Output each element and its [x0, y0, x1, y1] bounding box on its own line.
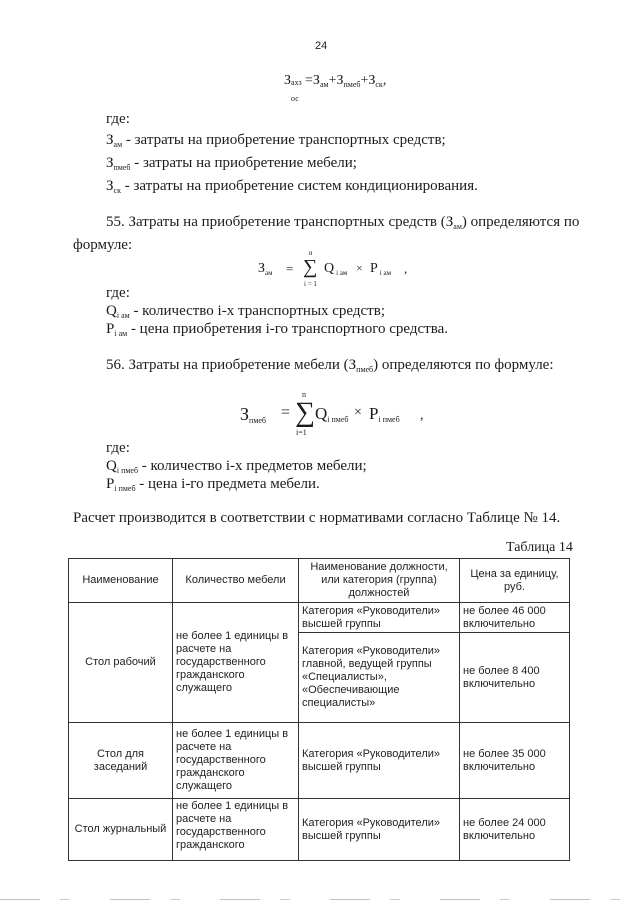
where-label-1: где: — [106, 111, 130, 127]
table-row — [69, 799, 570, 861]
where-label-3: где: — [106, 440, 130, 456]
table-caption: Таблица 14 — [506, 540, 573, 555]
row-price: не более 35 000 включительно — [460, 723, 570, 799]
formula-transport: $З_{ам}$ = n ∑ i = 1 Q $_{i ам}$ × P $_{i ам}$ , — [258, 249, 408, 288]
furniture-norms-table — [68, 558, 570, 861]
row-price: не более 8 400 включительно — [460, 633, 570, 723]
definition-q-pmeb: $Q_{i пмеб}$ - количество i-х предметов мебели; — [106, 458, 367, 475]
row-name: Стол рабочий — [69, 603, 173, 723]
table-header-row — [69, 559, 570, 603]
header-price: Цена за единицу, руб. — [460, 559, 570, 603]
page-number: 24 — [315, 40, 328, 52]
header-quantity: Количество мебели — [173, 559, 299, 603]
row-category: Категория «Руководители» высшей группы — [299, 723, 460, 799]
paragraph-55-line2: формуле: — [73, 237, 133, 253]
calculation-note: Расчет производится в соответствии с нормативами согласно Таблице № 14. — [73, 510, 561, 526]
scan-edge-line — [0, 899, 640, 900]
definition-pmeb: $З_{пмеб}$ - затраты на приобретение мебели; — [106, 155, 357, 172]
header-position: Наименование должности, или категория (группа) должностей — [299, 559, 460, 603]
row-price: не более 46 000 включительно — [460, 603, 570, 633]
header-name: Наименование — [69, 559, 173, 603]
formula-furniture: $З_{пмеб}$ = n ∑ i=1 $Q_{i пмеб}$ × $P_{i пмеб}$ , — [240, 390, 424, 437]
where-label-2: где: — [106, 285, 130, 301]
definition-p-am: $P_{i ам}$ - цена приобретения i-го транспортного средства. — [106, 321, 449, 338]
row-category: Категория «Руководители» главной, ведущей группы «Специалисты», «Обеспечивающие специалисты» — [299, 633, 460, 723]
row-quantity: не более 1 единицы в расчете на государственного гражданского служащего — [173, 723, 299, 799]
paragraph-55-line1: 55. Затраты на приобретение транспортных средств $(З_{ам})$ определяются по — [106, 214, 580, 231]
definition-am: $З_{ам}$ - затраты на приобретение транспортных средств; — [106, 132, 446, 149]
row-category: Категория «Руководители» высшей группы — [299, 799, 460, 861]
row-quantity: не более 1 единицы в расчете на государственного гражданского — [173, 799, 299, 861]
table-row — [69, 603, 570, 633]
row-name: Стол для заседаний — [69, 723, 173, 799]
definition-q-am: $Q_{i ам}$ - количество i-х транспортных средств; — [106, 303, 385, 320]
row-price: не более 24 000 включительно — [460, 799, 570, 861]
table-row — [69, 723, 570, 799]
row-quantity: не более 1 единицы в расчете на государственного гражданского служащего — [173, 603, 299, 723]
formula-total: З ахз ос $=З_{ам}+З_{пмеб}+З_{ск}$, — [284, 73, 387, 103]
row-name: Стол журнальный — [69, 799, 173, 861]
row-category: Категория «Руководители» высшей группы — [299, 603, 460, 633]
definition-p-pmeb: $P_{i пмеб}$ - цена i-го предмета мебели. — [106, 476, 320, 493]
paragraph-56: 56. Затраты на приобретение мебели $(З_{пмеб})$ определяются по формуле: — [106, 357, 554, 374]
definition-sk: $З_{ск}$ - затраты на приобретение систем кондиционирования. — [106, 178, 478, 195]
